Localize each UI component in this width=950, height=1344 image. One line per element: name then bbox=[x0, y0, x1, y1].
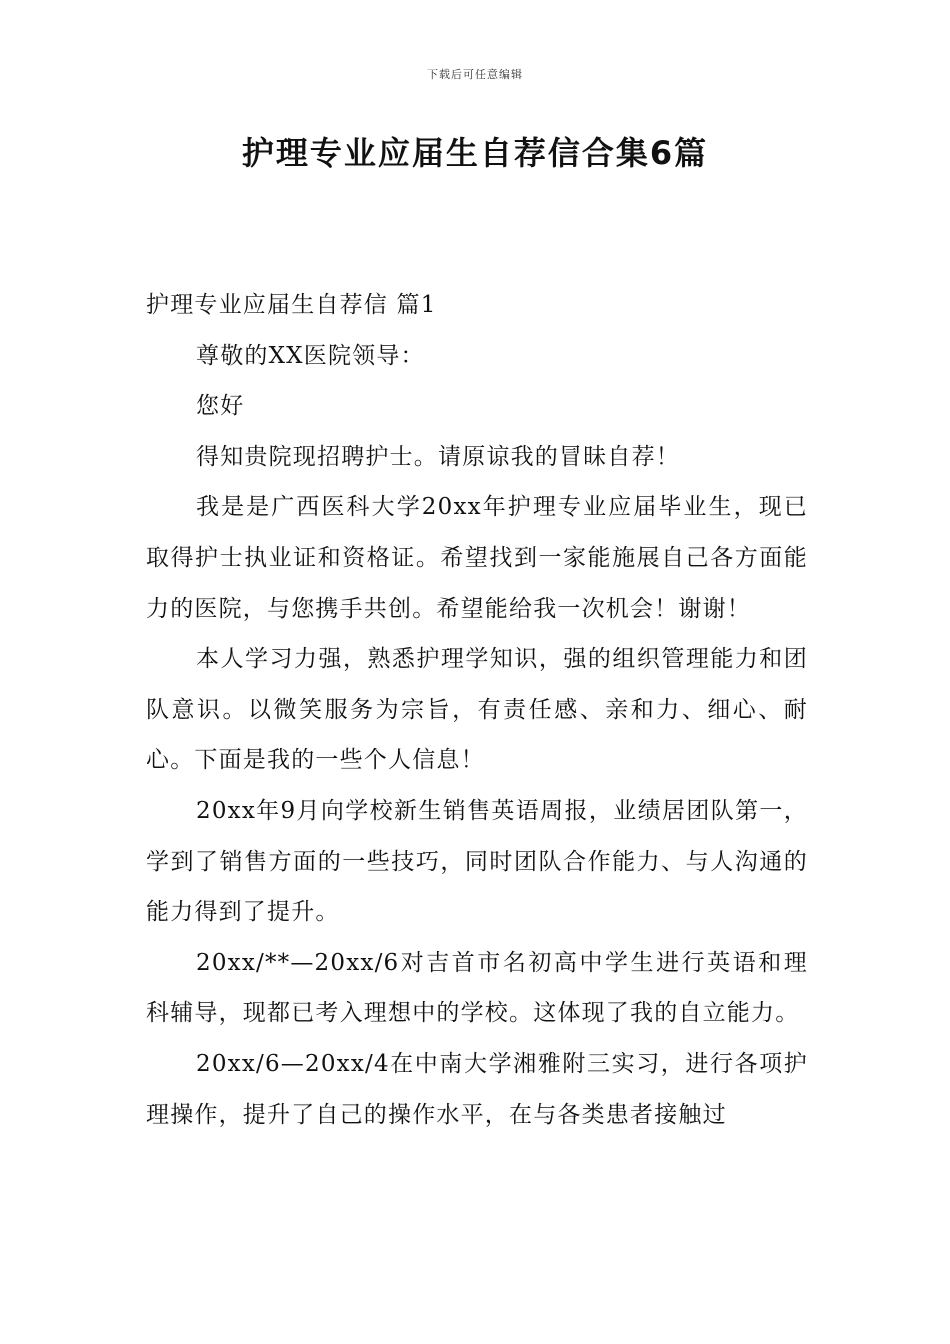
paragraph: 我是是广西医科大学20xx年护理专业应届毕业生，现已取得护士执业证和资格证。希望找到一家能施展自己各方面能力的医院，与您携手共创。希望能给我一次机会！谢谢！ bbox=[146, 494, 808, 622]
paragraph: 得知贵院现招聘护士。请原谅我的冒昧自荐！ bbox=[196, 443, 680, 470]
paragraph: 20xx/6—20xx/4在中南大学湘雅附三实习，进行各项护理操作，提升了自己的操作水平，在与各类患者接触过 bbox=[146, 1050, 808, 1128]
paragraph: 20xx/**—20xx/6对吉首市名初高中学生进行英语和理科辅导，现都已考入理想中的学校。这体现了我的自立能力。 bbox=[146, 949, 808, 1027]
document-title: 护理专业应届生自荐信合集6篇 bbox=[241, 134, 709, 172]
greeting: 您好 bbox=[196, 393, 245, 420]
salutation: 尊敬的XX医院领导： bbox=[196, 342, 425, 369]
header-note: 下载后可任意编辑 bbox=[427, 68, 523, 81]
document-body bbox=[146, 280, 808, 1140]
section-heading: 护理专业应届生自荐信 篇1 bbox=[146, 292, 437, 318]
paragraph: 本人学习力强，熟悉护理学知识，强的组织管理能力和团队意识。以微笑服务为宗旨，有责任感、亲和力、细心、耐心。下面是我的一些个人信息！ bbox=[146, 646, 808, 774]
paragraph: 20xx年9月向学校新生销售英语周报，业绩居团队第一，学到了销售方面的一些技巧，同时团队合作能力、与人沟通的能力得到了提升。 bbox=[146, 797, 808, 926]
